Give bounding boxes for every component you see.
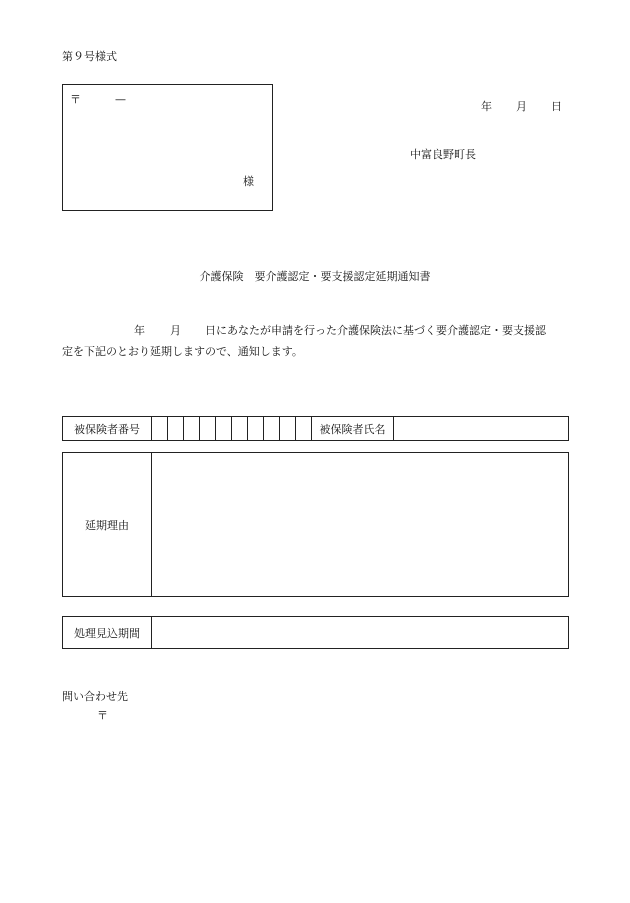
insured-number-digit-6[interactable]	[232, 417, 248, 441]
insured-number-digit-1[interactable]	[152, 417, 168, 441]
reason-table	[62, 452, 569, 597]
insured-name-label: 被保険者氏名	[312, 417, 394, 441]
period-label: 処理見込期間	[63, 617, 152, 649]
insured-info-table	[62, 416, 569, 441]
reason-label: 延期理由	[63, 453, 152, 597]
insured-number-digit-7[interactable]	[248, 417, 264, 441]
body-line1: 日にあなたが申請を行った介護保険法に基づく要介護認定・要支援認	[205, 324, 546, 337]
date-month: 月	[516, 100, 527, 113]
honorific-sama: 様	[243, 175, 254, 188]
reason-field[interactable]	[152, 453, 569, 597]
insured-number-digit-4[interactable]	[200, 417, 216, 441]
date-year: 年	[481, 100, 492, 113]
body-line2: 定を下記のとおり延期しますので、通知します。	[62, 345, 303, 358]
contact-label: 問い合わせ先	[62, 690, 128, 703]
body-year: 年	[134, 324, 145, 337]
document-title: 介護保険 要介護認定・要支援認定延期通知書	[199, 270, 431, 283]
period-field[interactable]	[152, 617, 569, 649]
address-box	[62, 84, 273, 211]
contact-postal-mark: 〒	[97, 709, 108, 722]
body-month: 月	[170, 324, 181, 337]
insured-number-digit-10[interactable]	[296, 417, 312, 441]
insured-number-digit-9[interactable]	[280, 417, 296, 441]
period-table	[62, 616, 569, 649]
insured-name-field[interactable]	[394, 417, 569, 441]
insured-number-digit-8[interactable]	[264, 417, 280, 441]
insured-number-digit-3[interactable]	[184, 417, 200, 441]
issuer-name: 中富良野町長	[410, 148, 476, 161]
form-number: 第９号様式	[62, 50, 117, 63]
postal-mark: 〒	[70, 93, 81, 106]
date-day: 日	[551, 100, 562, 113]
postal-dash: —	[115, 93, 126, 106]
insured-number-digit-5[interactable]	[216, 417, 232, 441]
insured-number-label: 被保険者番号	[63, 417, 152, 441]
insured-number-digit-2[interactable]	[168, 417, 184, 441]
